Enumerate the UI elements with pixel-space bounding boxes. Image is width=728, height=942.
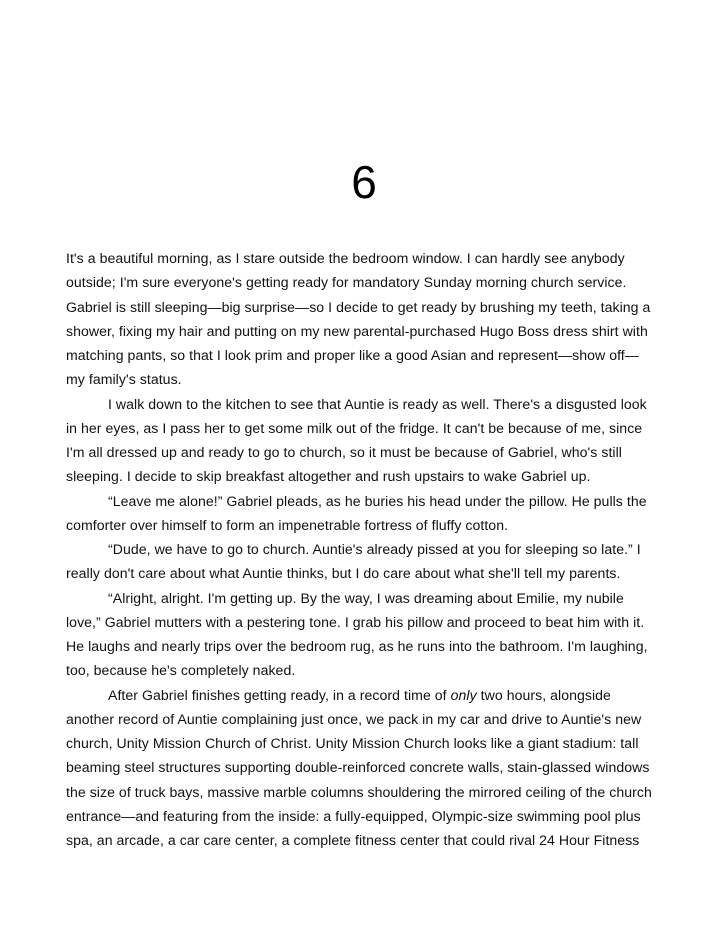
text-line: another record of Auntie complaining just once, we pack in my car and drive to Auntie's new xyxy=(66,710,642,727)
text-line: I'm all dressed up and ready to go to church, so it must be because of Gabriel, who's still xyxy=(66,444,622,460)
text-run: After Gabriel finishes getting ready, in a record time of xyxy=(108,686,451,703)
text-line: shower, fixing my hair and putting on my new parental-purchased Hugo Boss dress shirt with xyxy=(66,322,648,339)
text-line: entrance—and featuring from the inside: a fully-equipped, Olympic-size swimming pool plus xyxy=(66,807,641,824)
text-run: two hours, alongside xyxy=(476,686,611,703)
paragraph xyxy=(66,683,666,853)
text-line: sleeping. I decide to skip breakfast altogether and rush upstairs to wake Gabriel up. xyxy=(66,468,591,485)
paragraph xyxy=(66,586,666,683)
text-line: Gabriel is still sleeping—big surprise—so I decide to get ready by brushing my teeth, taking a xyxy=(66,298,651,315)
chapter-number: 6 xyxy=(351,156,377,208)
text-line: “Alright, alright. I'm getting up. By the way, I was dreaming about Emilie, my nubile xyxy=(108,589,624,606)
text-line: beaming steel structures supporting double-reinforced concrete walls, stain-glassed windows xyxy=(66,759,650,776)
text-line: I walk down to the kitchen to see that Auntie is ready as well. There's a disgusted look xyxy=(108,395,647,412)
text-line: my family's status. xyxy=(66,371,182,388)
text-line: It's a beautiful morning, as I stare outside the bedroom window. I can hardly see anybody xyxy=(66,250,625,266)
text-line: church, Unity Mission Church of Christ. Unity Mission Church looks like a giant stadium: tall xyxy=(66,735,639,751)
text-line: “Leave me alone!” Gabriel pleads, as he buries his head under the pillow. He pulls the xyxy=(108,492,647,509)
text-line: love,” Gabriel mutters with a pestering tone. I grab his pillow and proceed to beat him with it. xyxy=(66,613,645,630)
text-line: He laughs and nearly trips over the bedroom rug, as he runs into the bathroom. I'm laughing, xyxy=(66,638,648,654)
paragraph xyxy=(66,537,666,586)
text-line: matching pants, so that I look prim and proper like a good Asian and represent—show off— xyxy=(66,347,639,363)
text-line: outside; I'm sure everyone's getting ready for mandatory Sunday morning church service. xyxy=(66,274,627,291)
text-line: the size of truck bays, massive marble columns shouldering the mirrored ceiling of the church xyxy=(66,783,652,800)
paragraph xyxy=(66,246,666,392)
text-line: spa, an arcade, a car care center, a complete fitness center that could rival 24 Hour Fitness xyxy=(66,832,640,848)
text-line: really don't care about what Auntie thinks, but I do care about what she'll tell my parents. xyxy=(66,565,621,582)
text-line xyxy=(66,683,666,707)
text-line: too, because he's completely naked. xyxy=(66,662,296,679)
text-line: “Dude, we have to go to church. Auntie's already pissed at you for sleeping so late.” I xyxy=(108,541,641,557)
text-line: in her eyes, as I pass her to get some milk out of the fridge. It can't be because of me, since xyxy=(66,419,643,436)
chapter-body xyxy=(66,246,666,852)
paragraph xyxy=(66,392,666,489)
paragraph xyxy=(66,489,666,538)
italic-text: only xyxy=(450,686,477,703)
text-line: comforter over himself to form an impenetrable fortress of fluffy cotton. xyxy=(66,516,509,533)
